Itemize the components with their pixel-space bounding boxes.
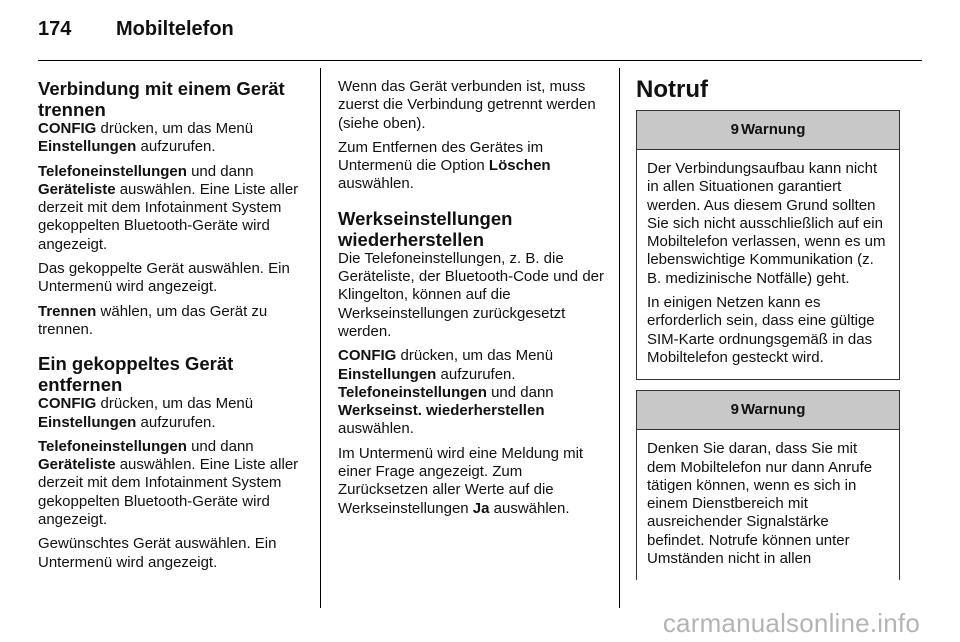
warning-box-1 <box>636 110 900 380</box>
warning-box-2 <box>636 390 900 580</box>
warning-header <box>637 391 899 430</box>
section-heading-disconnect: Verbindung mit einem Gerät trennen <box>38 78 285 120</box>
paragraph: Zum Entfernen des Gerätes im Untermenü die Option Löschen auswählen. <box>338 138 551 193</box>
column-divider-2 <box>619 68 620 608</box>
paragraph: CONFIG drücken, um das Menü Einstellungen aufzurufen. <box>38 395 254 431</box>
paragraph: CONFIG drücken, um das Menü Einstellungen aufzurufen. <box>38 120 254 156</box>
header-rule <box>38 60 922 61</box>
column-divider-1 <box>320 68 321 608</box>
warning-icon: 9 <box>730 401 739 419</box>
paragraph: Denken Sie daran, dass Sie mit dem Mobiltelefon nur dann Anrufe tätigen können, wenn es sich in einem Dienstbereich mit ausreichender Signalstärke befindet. Notrufe können unter Umständen nicht in allen <box>647 440 873 568</box>
paragraph: Im Untermenü wird eine Meldung mit einer Frage angezeigt. Zum Zurücksetzen aller Werte auf die Werkseinstellungen Ja auswählen. <box>338 444 584 517</box>
column-1 <box>38 78 304 578</box>
warning-body <box>637 430 899 580</box>
column-2 <box>338 78 606 524</box>
page-header <box>38 18 234 41</box>
section-heading-emergency-call: Notruf <box>636 76 708 103</box>
warning-body <box>637 150 899 379</box>
warning-header <box>637 111 899 150</box>
watermark: carmanualsonline.info <box>662 608 920 638</box>
paragraph: Das gekoppelte Gerät auswählen. Ein Untermenü wird angezeigt. <box>38 260 290 296</box>
paragraph: Telefoneinstellungen und dann Geräteliste auswählen. Eine Liste aller derzeit mit dem Infotainment System gekoppelten Bluetooth-Geräte wird angezeigt. <box>38 437 299 529</box>
page-title: Mobiltelefon <box>116 18 234 40</box>
section-heading-factory-reset: Werkseinstellungen wiederherstellen <box>338 207 513 250</box>
warning-icon: 9 <box>730 121 739 138</box>
paragraph: CONFIG drücken, um das Menü Einstellungen aufzurufen. Telefoneinstellungen und dann Werkseinst. wiederherstellen auswählen. <box>338 347 554 438</box>
paragraph: Trennen wählen, um das Gerät zu trennen. <box>38 302 268 338</box>
warning-label: Warnung <box>740 401 806 419</box>
page-number: 174 <box>38 18 72 40</box>
paragraph: Gewünschtes Gerät auswählen. Ein Untermenü wird angezeigt. <box>38 535 277 571</box>
column-3 <box>636 76 900 580</box>
paragraph: In einigen Netzen kann es erforderlich sein, dass eine gültige SIM-Karte ordnungsgemäß in das Mobiltelefon gesteckt wird. <box>647 294 875 366</box>
warning-label: Warnung <box>740 121 806 138</box>
section-heading-remove-device: Ein gekoppeltes Gerät entfernen <box>38 353 234 396</box>
paragraph: Der Verbindungsaufbau kann nicht in allen Situationen garantiert werden. Aus diesem Grund sollten Sie sich nicht ausschließlich auf ein Mobiltelefon verlassen, wenn es um lebenswichtige Kommunikation (z. B. medizinische Notfälle) geht. <box>647 160 886 287</box>
paragraph: Telefoneinstellungen und dann Geräteliste auswählen. Eine Liste aller derzeit mit dem Infotainment System gekoppelten Bluetooth-Geräte wird angezeigt. <box>38 162 299 253</box>
paragraph: Wenn das Gerät verbunden ist, muss zuerst die Verbindung getrennt werden (siehe oben). <box>338 78 596 132</box>
paragraph: Die Telefoneinstellungen, z. B. die Geräteliste, der Bluetooth-Code und der Klingelton, können auf die Werkseinstellungen zurückgesetzt werden. <box>338 249 604 340</box>
